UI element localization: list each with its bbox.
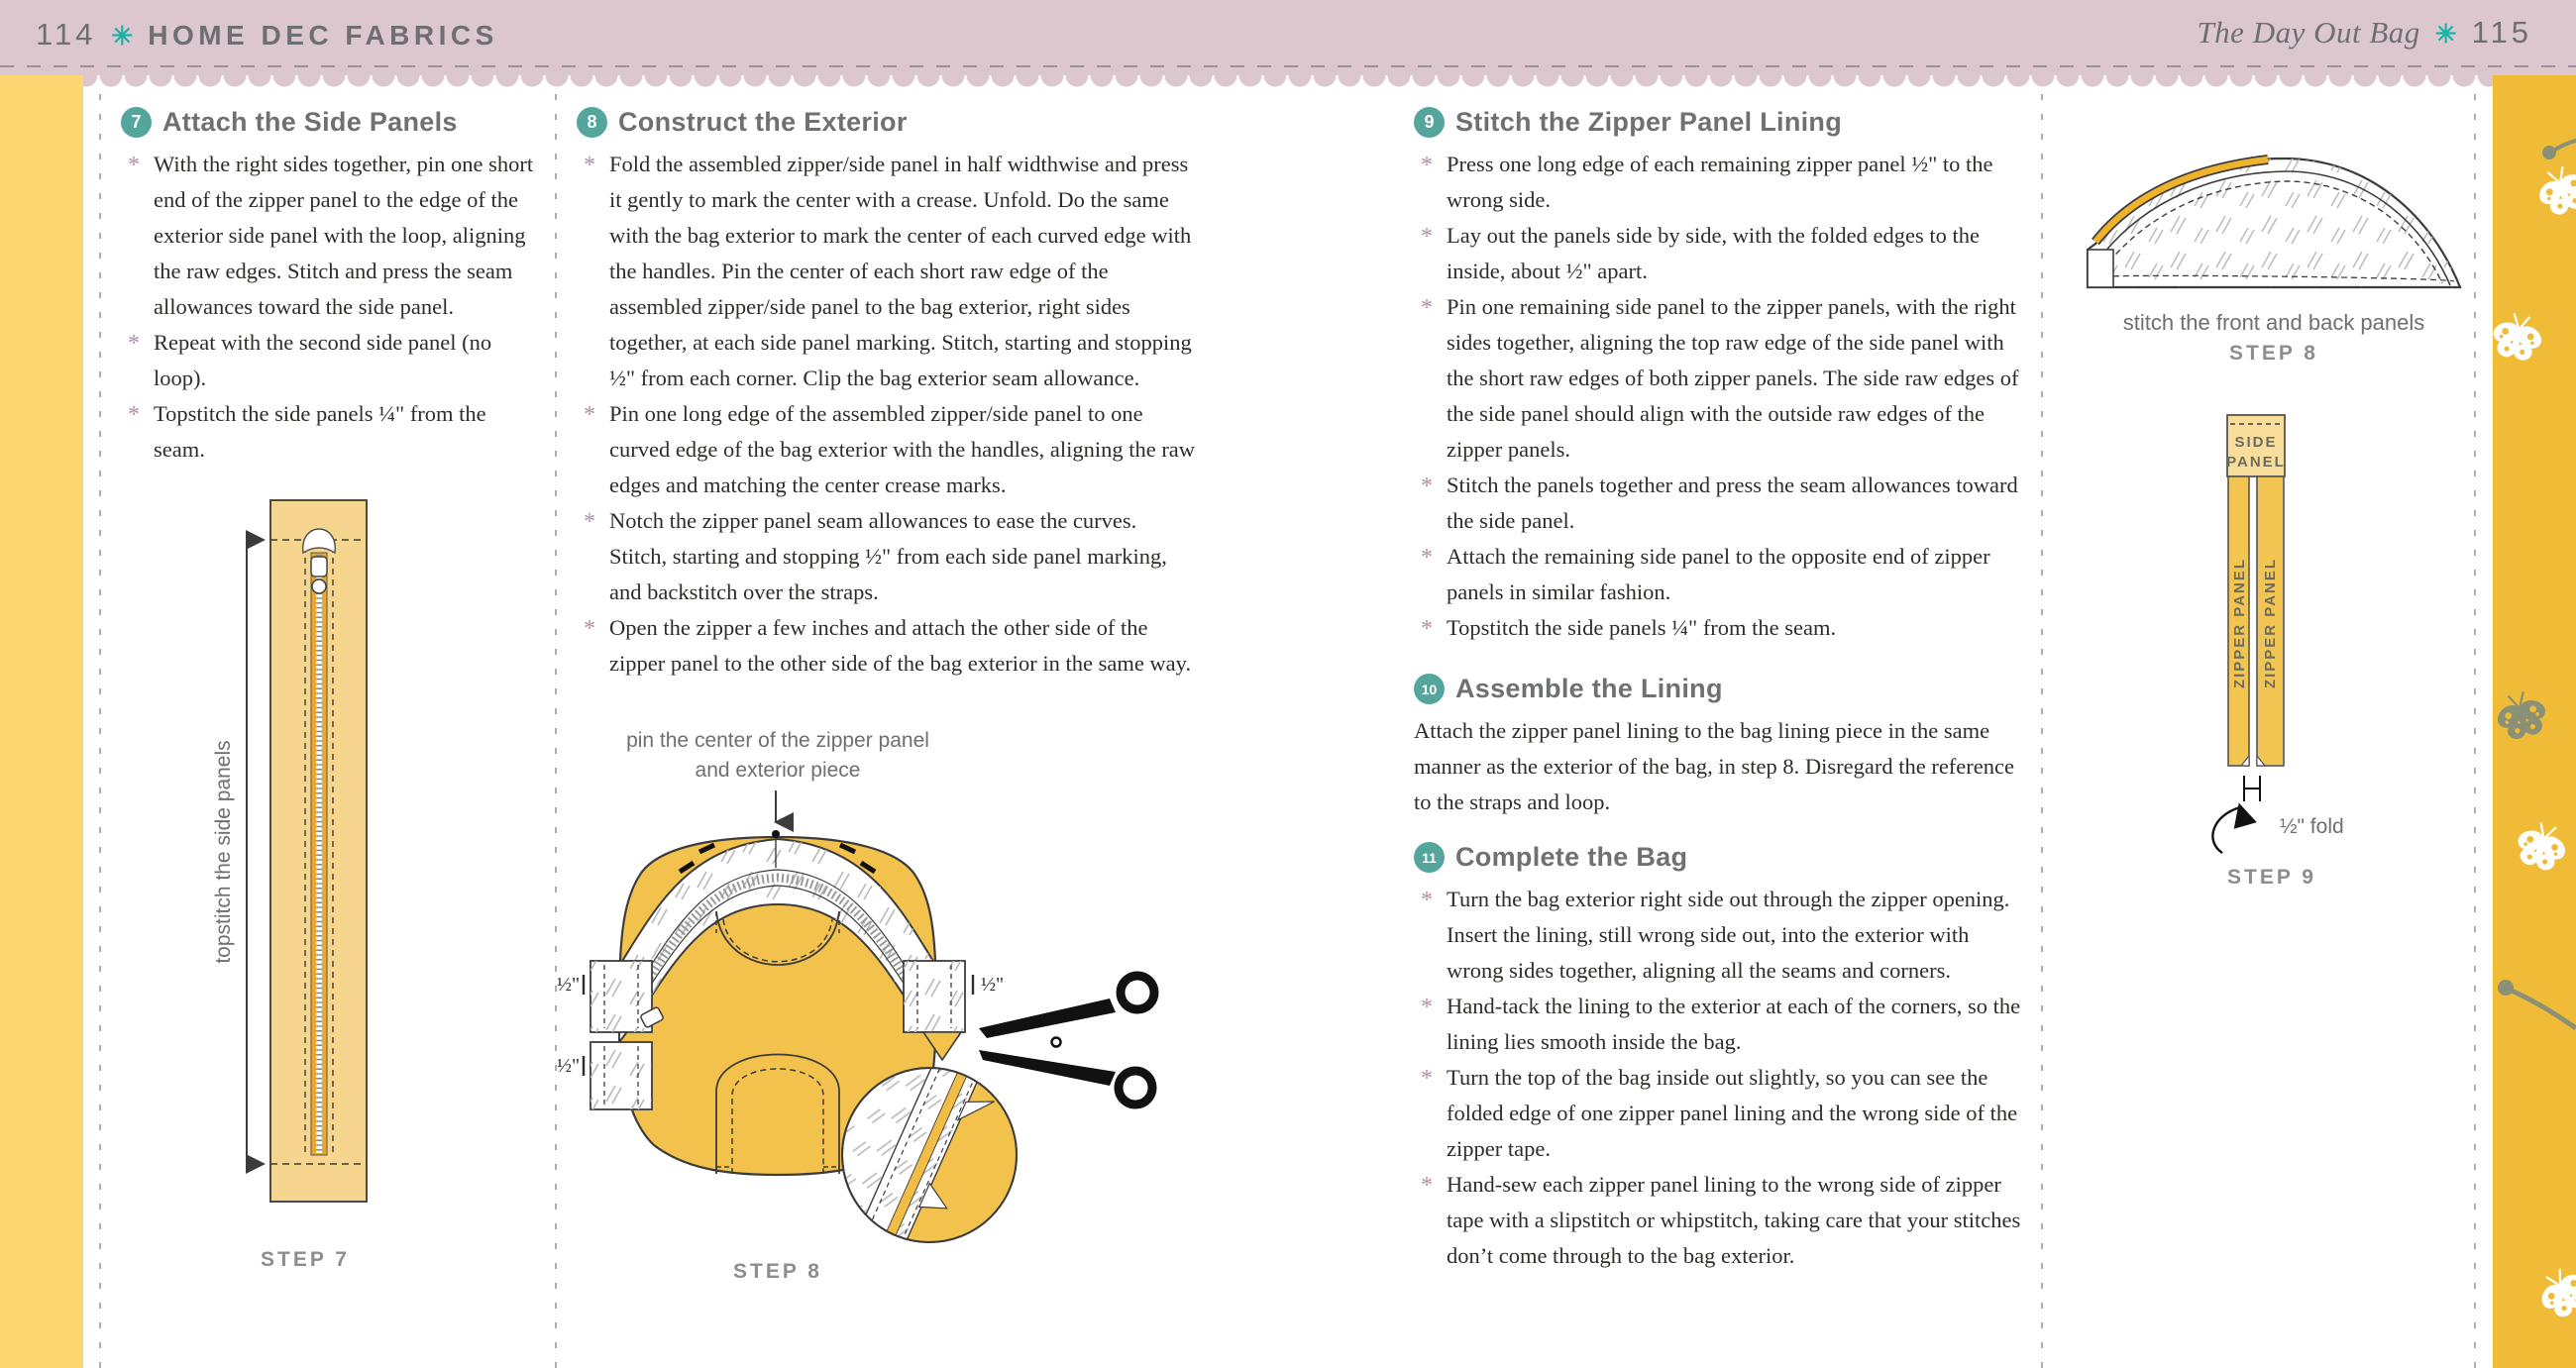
list-item	[1414, 1060, 2030, 1167]
zipper-panel-label-right: ZIPPER PANEL	[2262, 557, 2279, 689]
bullet-asterisk: *	[584, 153, 595, 178]
figure-column	[2074, 139, 2474, 905]
right-running-title: The Day Out Bag	[2197, 15, 2420, 50]
side-panel-tab-left-bottom	[590, 1042, 652, 1109]
step7-bullets	[121, 147, 541, 468]
column-steps9-11	[1414, 107, 2030, 1274]
bullet-asterisk: *	[128, 331, 140, 357]
fold-label: ½" fold	[2280, 815, 2344, 838]
column-step8	[577, 107, 1199, 682]
bullet-asterisk: *	[1421, 1066, 1433, 1092]
header-dashed-rule	[0, 65, 2576, 67]
step8-bullets	[577, 147, 1199, 682]
bullet-text: Notch the zipper panel seam allowances to ease the curves. Stitch, starting and stopping ½" from each side panel marking, and backstitch over the straps.	[609, 508, 1167, 604]
left-page-number: 114	[36, 17, 97, 52]
bullet-text: Press one long edge of each remaining zipper panel ½" to the wrong side.	[1447, 152, 1993, 212]
list-item	[121, 147, 541, 325]
side-panel-label-line2: PANEL	[2226, 454, 2286, 471]
step7-heading	[121, 107, 541, 138]
scallop-edge	[0, 75, 2576, 88]
step9-caption: STEP 9	[2227, 866, 2316, 889]
zipper-pull	[312, 579, 326, 593]
bullet-asterisk: *	[584, 509, 595, 535]
left-fabric-strip	[0, 75, 83, 1368]
list-item	[1414, 289, 2030, 468]
step8-caption: STEP 8	[733, 1260, 822, 1283]
column-rule	[2041, 94, 2043, 1368]
header-left	[36, 17, 498, 53]
list-item	[577, 610, 1199, 682]
step11-bullets	[1414, 882, 2030, 1274]
bullet-text: Stitch the panels together and press the seam allowances toward the side panel.	[1447, 473, 2018, 533]
step9-figure	[2074, 405, 2474, 900]
step9-title: Stitch the Zipper Panel Lining	[1455, 107, 1843, 137]
zipper-panel-strip-left	[2228, 476, 2249, 766]
pouch-figure-label: stitch the front and back panels	[2122, 310, 2425, 335]
pouch-figure	[2074, 139, 2474, 297]
header-right	[2197, 15, 2532, 51]
pouch-side-tab	[2088, 250, 2113, 287]
right-page-number: 115	[2471, 15, 2532, 50]
asterisk-icon: ✳	[111, 21, 134, 51]
bullet-text: With the right sides together, pin one short end of the zipper panel to the edge of the exterior side panel with the loop, aligning the raw edges. Stitch and press the seam allowances toward the side panel.	[154, 152, 534, 319]
bullet-asterisk: *	[1421, 545, 1433, 571]
list-item	[577, 147, 1199, 396]
fold-arrow	[2212, 807, 2240, 853]
bullet-text: Topstitch the side panels ¼" from the seam.	[1447, 615, 1837, 640]
bullet-text: Hand-sew each zipper panel lining to the wrong side of zipper tape with a slipstitch or whipstitch, taking care that your stitches don’t come through to the bag exterior.	[1447, 1172, 2021, 1268]
topstitch-bracket	[247, 540, 264, 1164]
list-item	[1414, 610, 2030, 646]
step9-bullets	[1414, 147, 2030, 646]
left-running-title: HOME DEC FABRICS	[148, 20, 498, 51]
list-item	[1414, 989, 2030, 1060]
list-item	[1414, 1167, 2030, 1274]
bullet-text: Open the zipper a few inches and attach the other side of the zipper panel to the other side of the bag exterior in the same way.	[609, 615, 1192, 676]
step11-title: Complete the Bag	[1455, 842, 1688, 872]
topstitch-label: topstitch the side panels	[212, 740, 235, 964]
gap-marker	[2244, 776, 2260, 801]
step7-figure	[121, 495, 541, 1288]
pouch-figure-caption: STEP 8	[2229, 342, 2318, 365]
step10-paragraph: Attach the zipper panel lining to the bag lining piece in the same manner as the exterior of the bag, in step 8. Disregard the reference to the straps and loop.	[1414, 718, 2014, 814]
list-item	[121, 396, 541, 468]
side-panel-tab-right	[904, 961, 965, 1032]
butterfly-fabric	[2493, 75, 2576, 1368]
list-item	[1414, 218, 2030, 289]
pin-annotation-line1: pin the center of the zipper panel	[626, 729, 929, 752]
bullet-text: Pin one remaining side panel to the zipper panels, with the right sides together, aligning the top raw edge of the side panel with the short raw edges of both zipper panels. The side raw edges of the side panel should align with the outside raw edges of the zipper panels.	[1447, 294, 2019, 462]
list-item	[1414, 882, 2030, 989]
bullet-asterisk: *	[1421, 995, 1433, 1020]
step9-heading	[1414, 107, 2030, 138]
bullet-text: Pin one long edge of the assembled zipper/side panel to one curved edge of the bag exterior with the handles, aligning the raw edges and matching the center crease marks.	[609, 401, 1196, 497]
half-inch-mark: ½"	[981, 974, 1005, 996]
column-rule	[99, 94, 101, 1368]
list-item	[1414, 468, 2030, 539]
bullet-asterisk: *	[1421, 616, 1433, 642]
step8-heading	[577, 107, 1199, 138]
bullet-text: Lay out the panels side by side, with the folded edges to the inside, about ½" apart.	[1447, 223, 1981, 283]
step10-heading	[1414, 674, 2030, 704]
right-fabric-strip	[2493, 75, 2576, 1368]
half-inch-mark: ½"	[557, 974, 581, 996]
pin-head	[772, 830, 780, 838]
zipper-slider	[311, 557, 327, 577]
step8-figure	[555, 723, 1209, 1317]
pin-annotation-line2: and exterior piece	[695, 759, 861, 782]
bullet-text: Repeat with the second side panel (no loop).	[154, 330, 492, 390]
step7-caption: STEP 7	[261, 1248, 350, 1271]
list-item	[1414, 539, 2030, 610]
half-inch-mark: ½"	[557, 1055, 581, 1077]
step7-title: Attach the Side Panels	[162, 107, 458, 137]
scissors-icon	[979, 976, 1154, 1105]
zipper-panel-strip-right	[2257, 476, 2284, 766]
step10-title: Assemble the Lining	[1455, 674, 1723, 703]
step9-number-badge: 9	[1414, 107, 1445, 138]
column-rule	[2474, 94, 2476, 1368]
list-item	[121, 325, 541, 396]
step8-number-badge: 8	[577, 107, 607, 138]
list-item	[1414, 147, 2030, 218]
bullet-asterisk: *	[1421, 295, 1433, 321]
butterfly-icon	[2493, 159, 2576, 1327]
bullet-asterisk: *	[1421, 224, 1433, 250]
bullet-asterisk: *	[584, 616, 595, 642]
step10-number-badge: 10	[1414, 674, 1445, 704]
bullet-text: Topstitch the side panels ¼" from the seam.	[154, 401, 486, 462]
bullet-asterisk: *	[1421, 153, 1433, 178]
bullet-text: Hand-tack the lining to the exterior at each of the corners, so the lining lies smooth inside the bag.	[1447, 994, 2021, 1054]
bullet-text: Attach the remaining side panel to the opposite end of zipper panels in similar fashion.	[1447, 544, 1990, 604]
bullet-text: Turn the top of the bag inside out slightly, so you can see the folded edge of one zipper panel lining and the wrong side of the zipper tape.	[1447, 1065, 2018, 1161]
bullet-asterisk: *	[1421, 888, 1433, 913]
column-step7	[121, 107, 541, 468]
bullet-asterisk: *	[1421, 1173, 1433, 1199]
list-item	[577, 503, 1199, 610]
berry-sprig-icon	[2498, 139, 2576, 1028]
step8-title: Construct the Exterior	[618, 107, 908, 137]
zipper-panel-label-left: ZIPPER PANEL	[2231, 557, 2248, 689]
bullet-asterisk: *	[128, 153, 140, 178]
step11-number-badge: 11	[1414, 842, 1445, 873]
bullet-asterisk: *	[584, 402, 595, 428]
bullet-text: Turn the bag exterior right side out through the zipper opening. Insert the lining, still wrong side out, into the exterior with wrong sides together, aligning all the seams and corners.	[1447, 887, 2010, 983]
bullet-asterisk: *	[1421, 474, 1433, 499]
asterisk-icon: ✳	[2434, 19, 2457, 49]
step7-number-badge: 7	[121, 107, 152, 138]
side-panel-label-line1: SIDE	[2234, 434, 2278, 451]
bullet-text: Fold the assembled zipper/side panel in half widthwise and press it gently to mark the center with a crease. Unfold. Do the same with the bag exterior to mark the center of each curved edge with the handles. Pin the center of each short raw edge of the assembled zipper/side panel to the bag exterior, right sides together, at each side panel marking. Stitch, starting and stopping ½" from each corner. Clip the bag exterior seam allowance.	[609, 152, 1192, 390]
step11-heading	[1414, 842, 2030, 873]
list-item	[577, 396, 1199, 503]
bullet-asterisk: *	[128, 402, 140, 428]
